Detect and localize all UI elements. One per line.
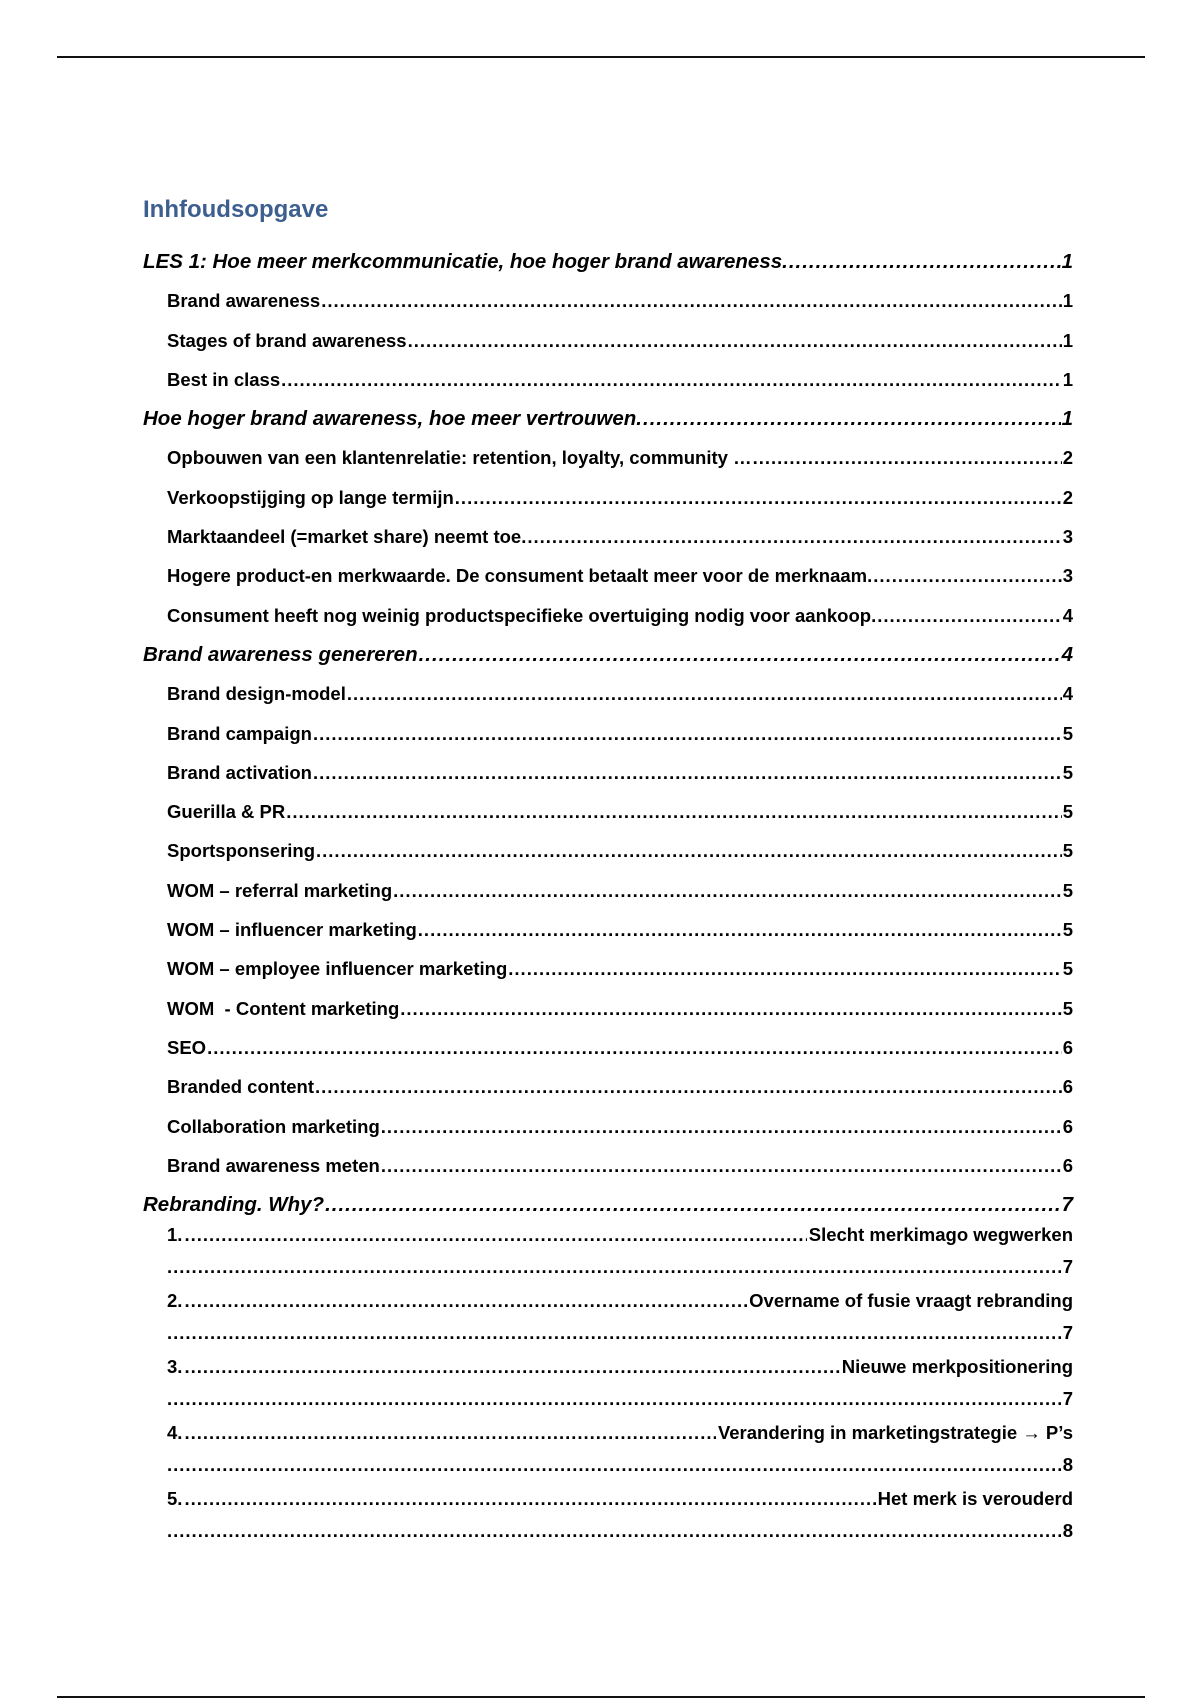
toc-entry[interactable] <box>143 871 1073 910</box>
header-rule <box>57 56 1145 58</box>
toc-page-number: 1 <box>1061 407 1073 431</box>
toc-page-number: 5 <box>1062 840 1073 862</box>
toc-entry-number: 2. <box>167 1290 183 1312</box>
toc-entry-number: 4. <box>167 1422 183 1444</box>
toc-entry-label: WOM – referral marketing <box>167 879 393 901</box>
toc-leader-dots <box>381 1107 1062 1147</box>
toc-leader-dots <box>418 910 1062 950</box>
toc-leader-dots <box>753 438 1062 478</box>
toc-leader-dots <box>207 1028 1062 1068</box>
toc-entry[interactable] <box>143 674 1073 713</box>
toc-page-number: 3 <box>1062 526 1073 548</box>
toc-entry-label: Verandering in marketingstrategie → P’s <box>717 1422 1073 1444</box>
toc-page-number: 8 <box>1062 1454 1073 1476</box>
toc-entry-label: Collaboration marketing <box>167 1115 380 1137</box>
toc-page-number: 5 <box>1062 958 1073 980</box>
toc-entry-label: WOM - Content marketing <box>167 997 400 1019</box>
toc-entry-label: WOM – influencer marketing <box>167 919 417 941</box>
toc-entry-label: Opbouwen van een klantenrelatie: retention, loyalty, community … <box>167 447 752 469</box>
toc-entry-label: Rebranding. Why? <box>143 1193 325 1217</box>
toc-entry[interactable] <box>143 949 1073 988</box>
toc-leader-dots <box>167 1388 1061 1410</box>
toc-entry-label: Brand awareness genereren <box>143 642 418 666</box>
toc-entry[interactable] <box>143 281 1073 320</box>
toc-entry-label: Guerilla & PR <box>167 801 286 823</box>
toc-leader-dots <box>184 1290 747 1312</box>
toc-page-number: 1 <box>1062 290 1073 312</box>
toc-entry[interactable] <box>143 792 1073 831</box>
toc-page-number: 2 <box>1062 447 1073 469</box>
toc-leader-dots <box>315 1067 1062 1107</box>
toc-numbered-entry[interactable] <box>143 1422 1073 1488</box>
toc-entry-label: Slecht merkimago wegwerken <box>808 1224 1073 1246</box>
toc-numbered-entry[interactable] <box>143 1356 1073 1422</box>
toc-entry[interactable] <box>143 478 1073 517</box>
toc-leader-dots <box>643 399 1061 439</box>
toc-leader-dots <box>873 556 1061 596</box>
toc-page-number: 6 <box>1062 1036 1073 1058</box>
toc-leader-dots <box>347 674 1062 714</box>
toc-leader-dots <box>281 360 1062 400</box>
toc-entry[interactable] <box>143 556 1073 595</box>
toc-entry-label: Nieuwe merkpositionering <box>841 1356 1073 1378</box>
toc-entry-label: Overname of fusie vraagt rebranding <box>749 1290 1073 1312</box>
toc-entry[interactable] <box>143 753 1073 792</box>
toc-entry-label: Branded content <box>167 1076 314 1098</box>
toc-entry-label: Hogere product-en merkwaarde. De consument betaalt meer voor de merknaam. <box>167 565 873 587</box>
toc-leader-dots <box>184 1356 839 1378</box>
toc-leader-dots <box>286 792 1061 832</box>
toc-leader-dots <box>167 1322 1061 1344</box>
toc-entry[interactable] <box>143 360 1073 399</box>
toc-entry-label: WOM – employee influencer marketing <box>167 958 508 980</box>
toc-leader-dots <box>167 1256 1061 1278</box>
toc-entry-label: Verkoopstijging op lange termijn <box>167 486 454 508</box>
toc-leader-dots <box>167 1454 1061 1476</box>
toc-leader-dots <box>381 1146 1062 1186</box>
toc-leader-dots <box>408 321 1062 361</box>
toc-leader-dots <box>167 1520 1061 1542</box>
toc-leader-dots <box>419 635 1061 675</box>
toc-entry-label: Sportsponsering <box>167 840 316 862</box>
toc-page-number: 5 <box>1062 801 1073 823</box>
toc-entry-label: Consument heeft nog weinig productspecifieke overtuiging nodig voor aankoop. <box>167 604 877 626</box>
toc-entry-number: 1. <box>167 1224 183 1246</box>
toc-entry-label: Brand activation <box>167 761 312 783</box>
toc-leader-dots <box>325 1185 1061 1225</box>
toc-leader-dots <box>455 478 1062 518</box>
toc-entry-label: Het merk is verouderd <box>877 1488 1073 1510</box>
toc-entry-number: 3. <box>167 1356 183 1378</box>
toc-entry[interactable] <box>143 438 1073 477</box>
toc-entry[interactable] <box>143 989 1073 1028</box>
toc-page-number: 7 <box>1062 1256 1073 1278</box>
toc-leader-dots <box>508 949 1061 989</box>
toc-page-number: 1 <box>1062 368 1073 390</box>
toc-leader-dots <box>393 871 1062 911</box>
toc-entry-number: 5. <box>167 1488 183 1510</box>
toc-entry-label: Stages of brand awareness <box>167 329 407 351</box>
table-of-contents <box>143 190 1073 1554</box>
toc-leader-dots <box>789 242 1061 282</box>
toc-entry[interactable] <box>143 321 1073 360</box>
toc-entry-label: Brand campaign <box>167 722 312 744</box>
toc-page-number: 5 <box>1062 997 1073 1019</box>
toc-numbered-entry[interactable] <box>143 1224 1073 1290</box>
toc-entry[interactable] <box>143 1028 1073 1067</box>
toc-entry[interactable] <box>143 910 1073 949</box>
toc-numbered-entry[interactable] <box>143 1290 1073 1356</box>
toc-leader-dots <box>527 517 1061 557</box>
toc-leader-dots <box>400 989 1061 1029</box>
toc-leader-dots <box>321 281 1061 321</box>
toc-entry[interactable] <box>143 399 1073 438</box>
toc-entry[interactable] <box>143 596 1073 635</box>
toc-page-number: 7 <box>1061 1193 1073 1217</box>
toc-leader-dots <box>316 831 1062 871</box>
toc-entry-label: Brand design-model <box>167 683 346 705</box>
toc-page-number: 6 <box>1062 1115 1073 1137</box>
toc-entry-label: Brand awareness meten <box>167 1154 380 1176</box>
toc-leader-dots <box>877 596 1061 636</box>
toc-leader-dots <box>184 1422 716 1444</box>
toc-page-number: 7 <box>1062 1322 1073 1344</box>
toc-leader-dots <box>313 753 1062 793</box>
toc-entry[interactable] <box>143 1185 1073 1224</box>
toc-page-number: 7 <box>1062 1388 1073 1410</box>
toc-page-number: 4 <box>1062 604 1073 626</box>
toc-entry[interactable] <box>143 831 1073 870</box>
toc-leader-dots <box>313 714 1062 754</box>
toc-page-number: 3 <box>1062 565 1073 587</box>
toc-page-number: 2 <box>1062 486 1073 508</box>
toc-entry-label: Brand awareness <box>167 290 321 312</box>
toc-entry-label: Best in class <box>167 368 281 390</box>
toc-entry[interactable] <box>143 1146 1073 1185</box>
toc-entry[interactable] <box>143 714 1073 753</box>
toc-page-number: 1 <box>1061 250 1073 273</box>
toc-entry[interactable] <box>143 242 1073 281</box>
toc-entry-label: Marktaandeel (=market share) neemt toe. <box>167 526 527 548</box>
toc-title: Inhfoudsopgave <box>143 196 329 223</box>
toc-page-number: 5 <box>1062 761 1073 783</box>
toc-entry-label: SEO <box>167 1036 207 1058</box>
toc-page-number: 4 <box>1061 642 1073 666</box>
toc-page-number: 1 <box>1062 329 1073 351</box>
toc-page-number: 5 <box>1062 722 1073 744</box>
toc-page-number: 5 <box>1062 879 1073 901</box>
toc-entry[interactable] <box>143 635 1073 674</box>
toc-page-number: 6 <box>1062 1076 1073 1098</box>
toc-entry-label: Hoe hoger brand awareness, hoe meer vertrouwen. <box>143 407 642 431</box>
toc-page-number: 8 <box>1062 1520 1073 1542</box>
toc-page-number: 6 <box>1062 1154 1073 1176</box>
toc-leader-dots <box>184 1224 806 1246</box>
toc-leader-dots <box>184 1488 875 1510</box>
toc-entry-label: LES 1: Hoe meer merkcommunicatie, hoe hoger brand awareness. <box>143 250 788 273</box>
toc-entry[interactable] <box>143 1107 1073 1146</box>
footer-rule <box>57 1696 1145 1698</box>
toc-numbered-entry[interactable] <box>143 1488 1073 1554</box>
toc-entry[interactable] <box>143 517 1073 556</box>
toc-page-number: 5 <box>1062 919 1073 941</box>
toc-page-number: 4 <box>1062 683 1073 705</box>
toc-entry[interactable] <box>143 1067 1073 1106</box>
